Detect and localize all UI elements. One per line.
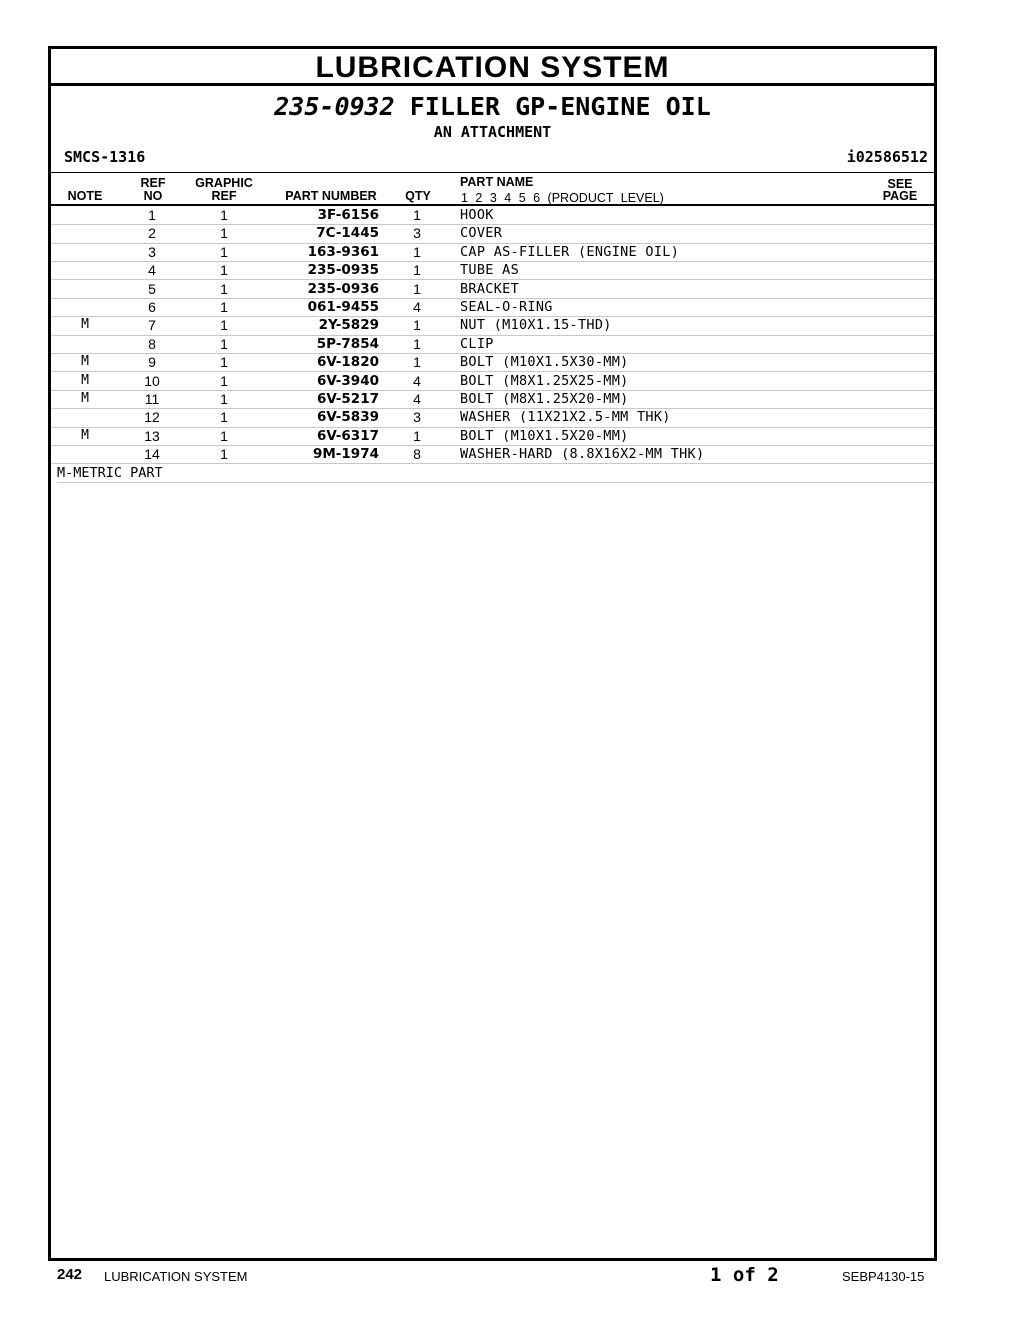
part-name-cell: WASHER-HARD (8.8X16X2-MM THK) xyxy=(460,446,705,463)
ref-no-cell: 4 xyxy=(148,262,156,279)
part-name-cell: BOLT (M8X1.25X25-MM) xyxy=(460,372,629,389)
qty-cell: 4 xyxy=(413,391,421,407)
part-number-cell: 235-0936 xyxy=(307,280,379,297)
footer-section: LUBRICATION SYSTEM xyxy=(104,1269,248,1284)
col-product-levels: 1 2 3 4 5 6 (PRODUCT LEVEL) xyxy=(461,191,664,205)
part-name-cell: WASHER (11X21X2.5-MM THK) xyxy=(460,409,671,426)
graphic-ref-cell: 1 xyxy=(220,225,228,242)
qty-cell: 8 xyxy=(413,446,421,463)
part-name-cell: SEAL-O-RING xyxy=(460,299,553,315)
ref-no-cell: 7 xyxy=(148,317,156,334)
note-cell: M xyxy=(81,372,89,388)
ref-no-cell: 5 xyxy=(148,280,156,297)
part-name-cell: BRACKET xyxy=(460,280,519,297)
part-name-cell: COVER xyxy=(460,225,503,242)
part-number-cell: 7C-1445 xyxy=(316,225,379,242)
footer-page-number: 242 xyxy=(57,1266,83,1283)
group-part-number: 235-0932 xyxy=(274,92,395,121)
part-number-cell: 163-9361 xyxy=(307,243,379,260)
graphic-ref-cell: 1 xyxy=(220,354,228,371)
part-name-cell: CAP AS-FILLER (ENGINE OIL) xyxy=(460,243,680,260)
parts-page-frame xyxy=(48,46,937,1261)
ref-no-cell: 10 xyxy=(144,372,160,389)
qty-cell: 3 xyxy=(413,409,421,426)
graphic-ref-cell: 1 xyxy=(220,409,228,426)
graphic-ref-cell: 1 xyxy=(220,391,228,407)
graphic-ref-cell: 1 xyxy=(220,446,228,463)
part-name-cell: NUT (M10X1.15-THD) xyxy=(460,317,612,334)
qty-cell: 4 xyxy=(413,299,421,315)
graphic-ref-cell: 1 xyxy=(220,243,228,260)
part-number-cell: 3F-6156 xyxy=(317,207,379,223)
col-ref-top: REF xyxy=(140,176,166,190)
part-number-cell: 061-9455 xyxy=(307,299,379,315)
note-cell: M xyxy=(81,427,89,443)
part-number-cell: 5P-7854 xyxy=(316,335,379,352)
illustration-id: i02586512 xyxy=(846,148,928,166)
graphic-ref-cell: 1 xyxy=(220,207,228,223)
part-number-cell: 235-0935 xyxy=(307,262,379,279)
metric-part-note: M-METRIC PART xyxy=(57,465,934,483)
col-part-name: PART NAME xyxy=(460,175,534,189)
part-number-cell: 6V-1820 xyxy=(316,354,379,371)
qty-cell: 1 xyxy=(413,317,421,334)
col-qty: QTY xyxy=(405,189,431,203)
note-cell: M xyxy=(81,391,89,406)
part-number-cell: 6V-5839 xyxy=(316,409,379,426)
qty-cell: 1 xyxy=(413,262,421,279)
group-title xyxy=(51,93,934,121)
part-number-cell: 6V-5217 xyxy=(316,391,379,407)
part-name-cell: BOLT (M10X1.5X20-MM) xyxy=(460,427,629,444)
group-name: FILLER GP-ENGINE OIL xyxy=(409,92,711,121)
ref-no-cell: 8 xyxy=(148,335,156,352)
table-row xyxy=(51,206,934,225)
ref-no-cell: 12 xyxy=(144,409,160,426)
graphic-ref-cell: 1 xyxy=(220,280,228,297)
qty-cell: 1 xyxy=(413,427,421,444)
part-name-cell: HOOK xyxy=(460,207,494,223)
note-cell: M xyxy=(81,317,89,333)
table-row xyxy=(51,408,934,427)
col-see-bottom: PAGE xyxy=(882,189,918,203)
col-ref-bottom: NO xyxy=(143,189,163,203)
part-number-cell: 2Y-5829 xyxy=(318,317,379,334)
part-number-cell: 9M-1974 xyxy=(312,446,379,463)
table-row xyxy=(51,261,934,280)
table-row xyxy=(51,316,934,335)
col-graphic-top: GRAPHIC xyxy=(195,176,253,190)
part-name-cell: BOLT (M8X1.25X20-MM) xyxy=(460,391,629,407)
footer-page-of: 1 of 2 xyxy=(710,1264,779,1286)
table-row xyxy=(51,243,934,262)
col-see-top: SEE xyxy=(887,177,913,191)
ref-no-cell: 6 xyxy=(148,299,156,315)
table-row xyxy=(51,427,934,446)
table-row xyxy=(51,298,934,317)
ref-no-cell: 14 xyxy=(144,446,160,463)
graphic-ref-cell: 1 xyxy=(220,317,228,334)
col-graphic-bottom: REF xyxy=(211,189,237,203)
parts-table-header xyxy=(51,172,934,206)
graphic-ref-cell: 1 xyxy=(220,372,228,389)
note-cell: M xyxy=(81,354,89,370)
qty-cell: 1 xyxy=(413,243,421,260)
ref-no-cell: 2 xyxy=(148,225,156,242)
part-name-cell: CLIP xyxy=(460,335,494,352)
ref-no-cell: 13 xyxy=(144,427,160,444)
table-row xyxy=(51,390,934,409)
ref-no-cell: 11 xyxy=(144,391,160,407)
table-row xyxy=(51,280,934,299)
part-name-cell: TUBE AS xyxy=(460,262,519,279)
qty-cell: 1 xyxy=(413,335,421,352)
ref-no-cell: 1 xyxy=(148,207,156,223)
section-title: LUBRICATION SYSTEM xyxy=(51,49,934,86)
smcs-code: SMCS-1316 xyxy=(64,148,146,166)
graphic-ref-cell: 1 xyxy=(220,299,228,315)
part-number-cell: 6V-3940 xyxy=(316,372,379,389)
qty-cell: 1 xyxy=(413,280,421,297)
subtitle: AN ATTACHMENT xyxy=(433,123,552,141)
col-note: NOTE xyxy=(67,189,103,203)
footer-doc-id: SEBP4130-15 xyxy=(842,1269,925,1284)
qty-cell: 1 xyxy=(413,207,421,223)
qty-cell: 4 xyxy=(413,372,421,389)
graphic-ref-cell: 1 xyxy=(220,427,228,444)
col-part-number: PART NUMBER xyxy=(285,189,377,203)
ref-no-cell: 9 xyxy=(148,354,156,371)
table-row xyxy=(51,224,934,243)
part-number-cell: 6V-6317 xyxy=(316,427,379,444)
qty-cell: 3 xyxy=(413,225,421,242)
part-name-cell: BOLT (M10X1.5X30-MM) xyxy=(460,354,629,371)
ref-no-cell: 3 xyxy=(148,243,156,260)
graphic-ref-cell: 1 xyxy=(220,335,228,352)
table-row xyxy=(51,372,934,391)
table-row xyxy=(51,353,934,372)
table-row xyxy=(51,335,934,354)
qty-cell: 1 xyxy=(413,354,421,371)
graphic-ref-cell: 1 xyxy=(220,262,228,279)
table-row xyxy=(51,445,934,464)
